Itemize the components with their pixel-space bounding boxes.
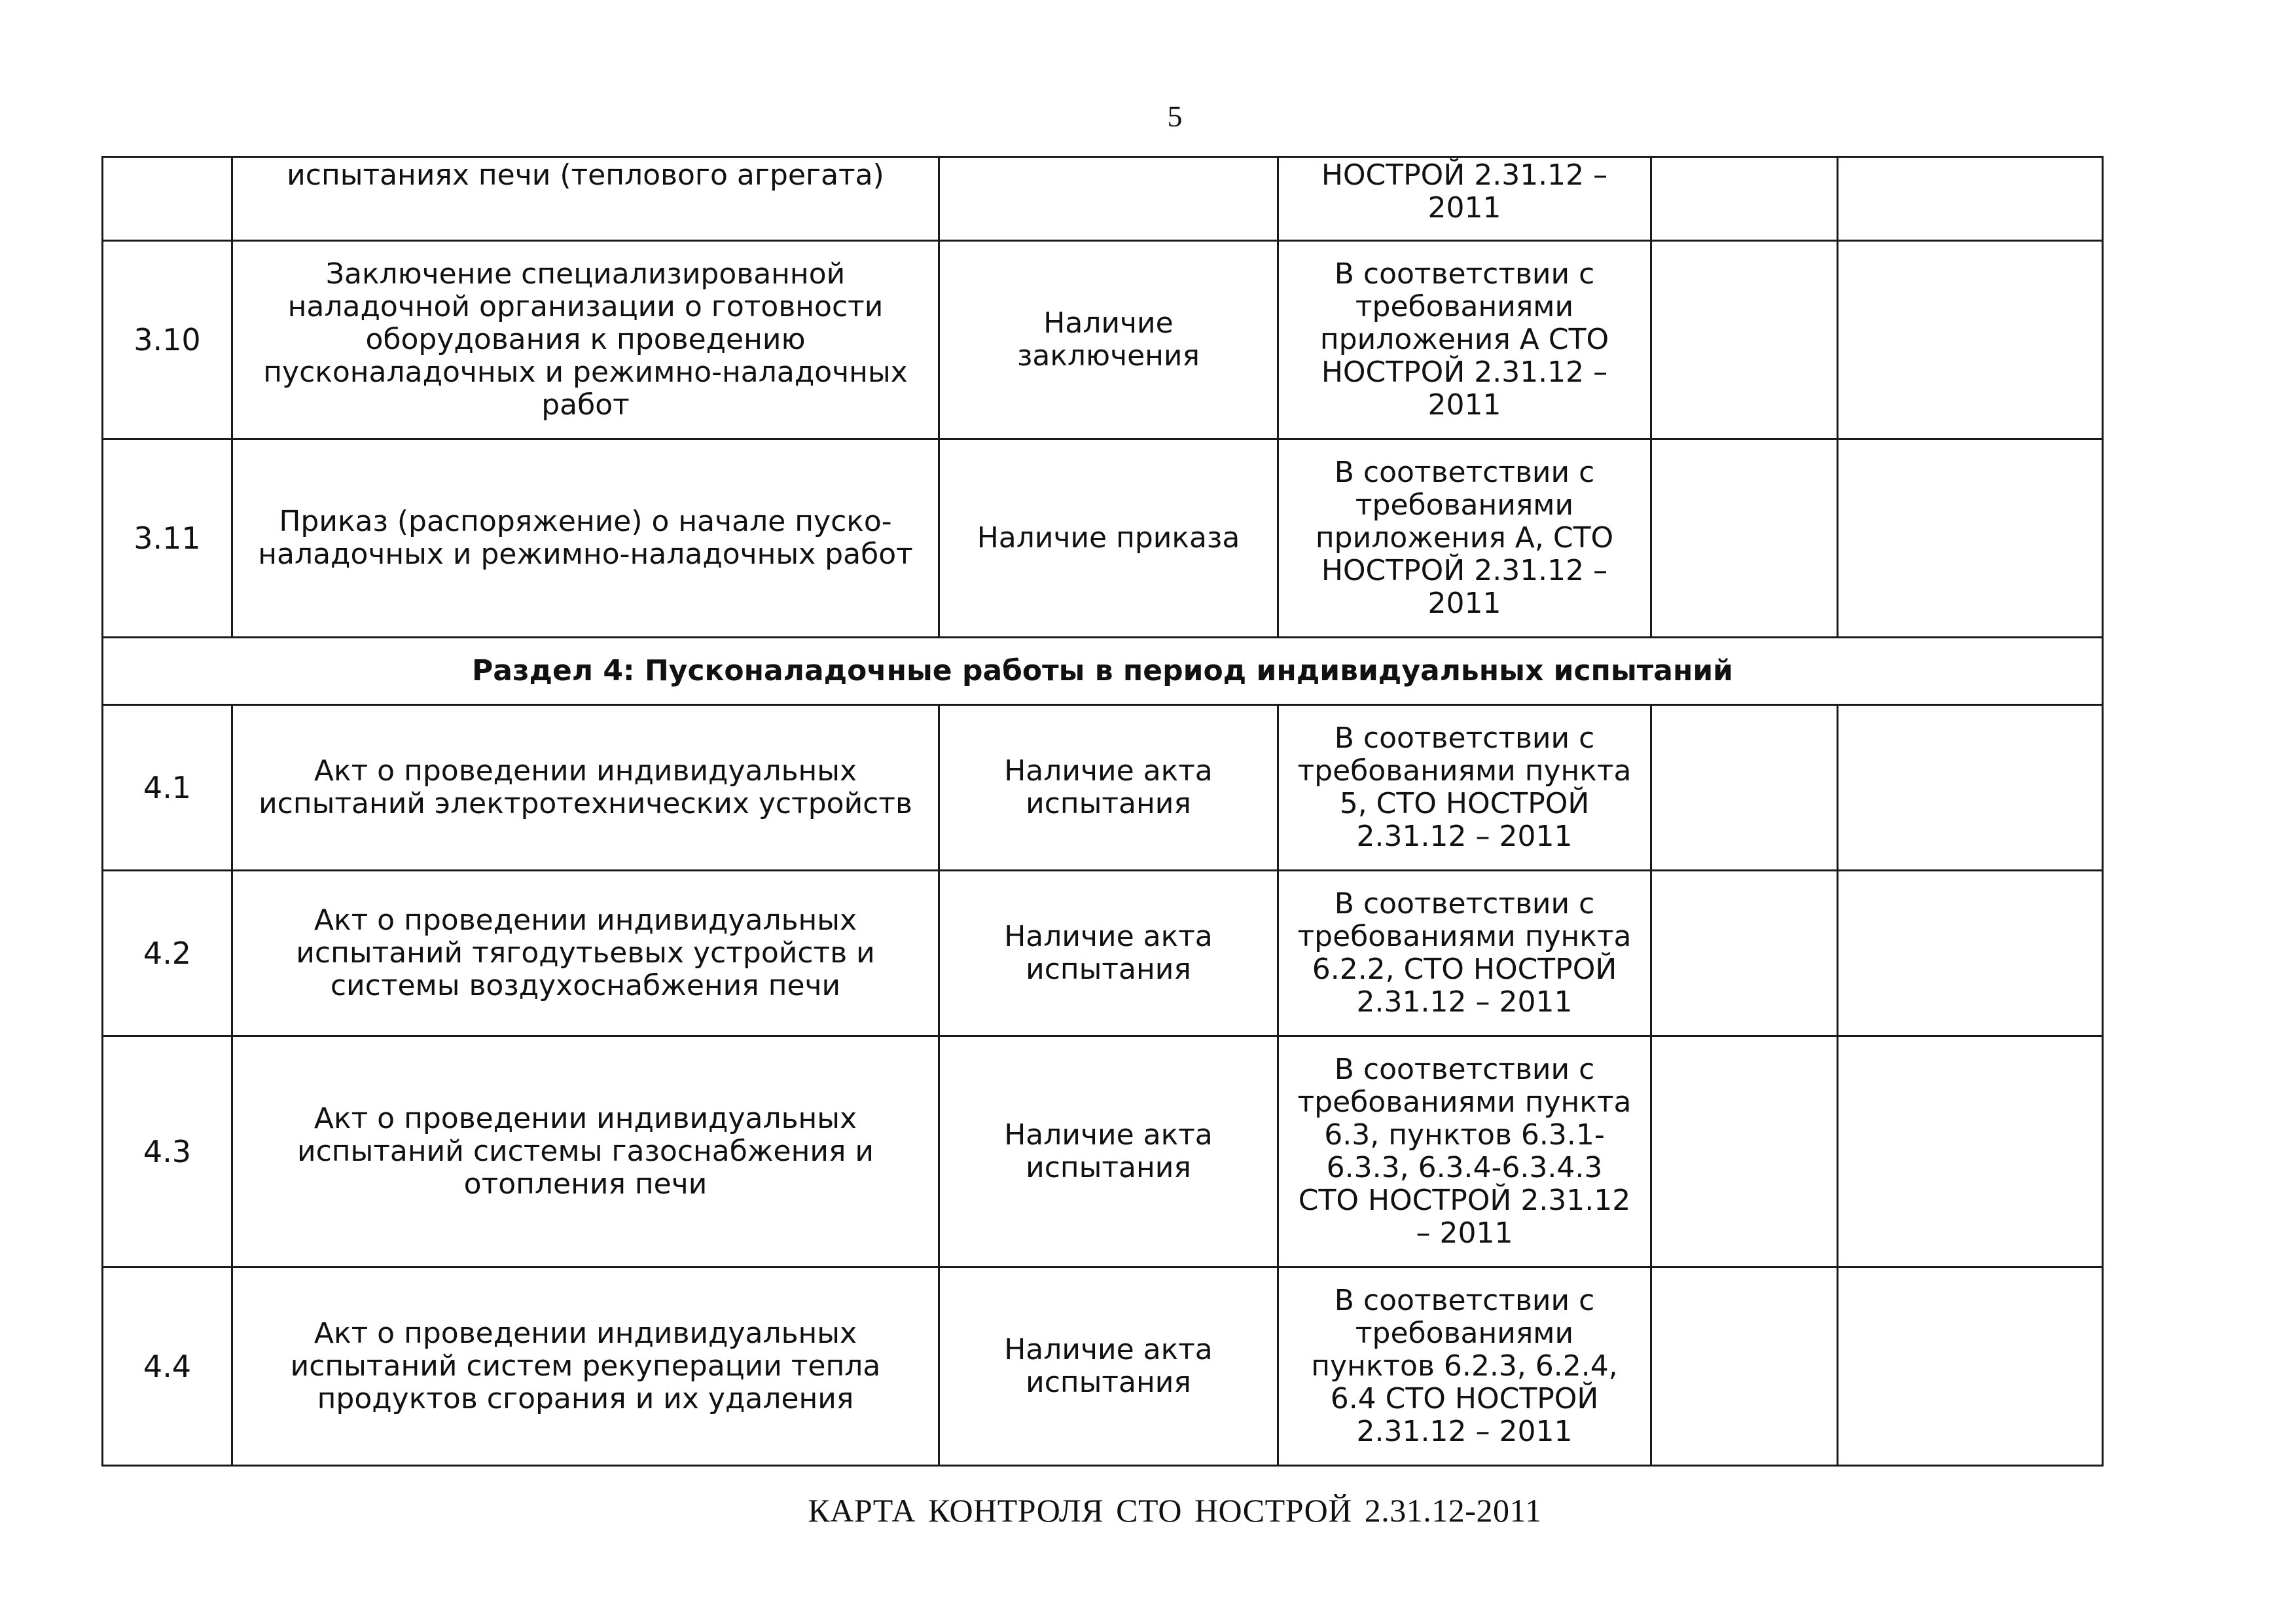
cell-num: 4.4 xyxy=(103,1267,232,1466)
cell-document: испытаниях печи (теплового агрегата) xyxy=(232,157,939,241)
cell-num: 4.3 xyxy=(103,1036,232,1267)
table-row xyxy=(103,1036,2103,1267)
cell-empty xyxy=(1651,871,1838,1036)
cell-empty xyxy=(1838,157,2103,241)
cell-num: 3.10 xyxy=(103,241,232,439)
table-row xyxy=(103,439,2103,638)
cell-empty xyxy=(1651,157,1838,241)
cell-norm: НОСТРОЙ 2.31.12 – 2011 xyxy=(1278,157,1651,241)
cell-document: Приказ (распоряжение) о начале пуско-наладочных и режимно-наладочных работ xyxy=(232,439,939,638)
page-number: 5 xyxy=(1167,100,1183,133)
cell-num: 4.2 xyxy=(103,871,232,1036)
cell-norm: В соответствии с требованиями пунктов 6.2.3, 6.2.4, 6.4 СТО НОСТРОЙ 2.31.12 – 2011 xyxy=(1278,1267,1651,1466)
cell-empty xyxy=(1651,705,1838,871)
cell-empty xyxy=(1838,439,2103,638)
cell-norm: В соответствии с требованиями пункта 6.3, пунктов 6.3.1-6.3.3, 6.3.4-6.3.4.3 СТО НОСТРОЙ 2.31.12 – 2011 xyxy=(1278,1036,1651,1267)
cell-requirement: Наличие акта испытания xyxy=(939,871,1278,1036)
cell-document: Акт о проведении индивидуальных испытаний тягодутьевых устройств и системы воздухоснабжения печи xyxy=(232,871,939,1036)
cell-document: Заключение специализированной наладочной организации о готовности оборудования к проведению пусконаладочных и режимно-наладочных работ xyxy=(232,241,939,439)
cell-num: 4.1 xyxy=(103,705,232,871)
cell-norm: В соответствии с требованиями приложения А, СТО НОСТРОЙ 2.31.12 – 2011 xyxy=(1278,439,1651,638)
cell-requirement: Наличие заключения xyxy=(939,241,1278,439)
cell-empty xyxy=(1651,1267,1838,1466)
table-row xyxy=(103,241,2103,439)
cell-empty xyxy=(1651,439,1838,638)
cell-empty xyxy=(1838,241,2103,439)
table-row xyxy=(103,705,2103,871)
cell-document: Акт о проведении индивидуальных испытаний системы газоснабжения и отопления печи xyxy=(232,1036,939,1267)
cell-empty xyxy=(1838,1036,2103,1267)
cell-document: Акт о проведении индивидуальных испытаний систем рекуперации тепла продуктов сгорания и их удаления xyxy=(232,1267,939,1466)
control-card-table xyxy=(101,156,2104,1467)
cell-requirement xyxy=(939,157,1278,241)
cell-requirement: Наличие акта испытания xyxy=(939,1267,1278,1466)
cell-norm: В соответствии с требованиями пункта 5, СТО НОСТРОЙ 2.31.12 – 2011 xyxy=(1278,705,1651,871)
section-heading-row xyxy=(103,638,2103,705)
cell-num xyxy=(103,157,232,241)
footer-title: КАРТА КОНТРОЛЯ СТО НОСТРОЙ 2.31.12-2011 xyxy=(808,1492,1542,1529)
table-row xyxy=(103,1267,2103,1466)
cell-requirement: Наличие акта испытания xyxy=(939,705,1278,871)
cell-norm: В соответствии с требованиями пункта 6.2.2, СТО НОСТРОЙ 2.31.12 – 2011 xyxy=(1278,871,1651,1036)
cell-requirement: Наличие акта испытания xyxy=(939,1036,1278,1267)
table-row xyxy=(103,871,2103,1036)
cell-empty xyxy=(1651,241,1838,439)
cell-document: Акт о проведении индивидуальных испытаний электротехнических устройств xyxy=(232,705,939,871)
cell-requirement: Наличие приказа xyxy=(939,439,1278,638)
cell-empty xyxy=(1651,1036,1838,1267)
cell-empty xyxy=(1838,705,2103,871)
cell-empty xyxy=(1838,1267,2103,1466)
table-row-continuation xyxy=(103,157,2103,241)
cell-num: 3.11 xyxy=(103,439,232,638)
cell-norm: В соответствии с требованиями приложения А СТО НОСТРОЙ 2.31.12 – 2011 xyxy=(1278,241,1651,439)
cell-empty xyxy=(1838,871,2103,1036)
section-4-title: Раздел 4: Пусконаладочные работы в период индивидуальных испытаний xyxy=(103,638,2103,705)
